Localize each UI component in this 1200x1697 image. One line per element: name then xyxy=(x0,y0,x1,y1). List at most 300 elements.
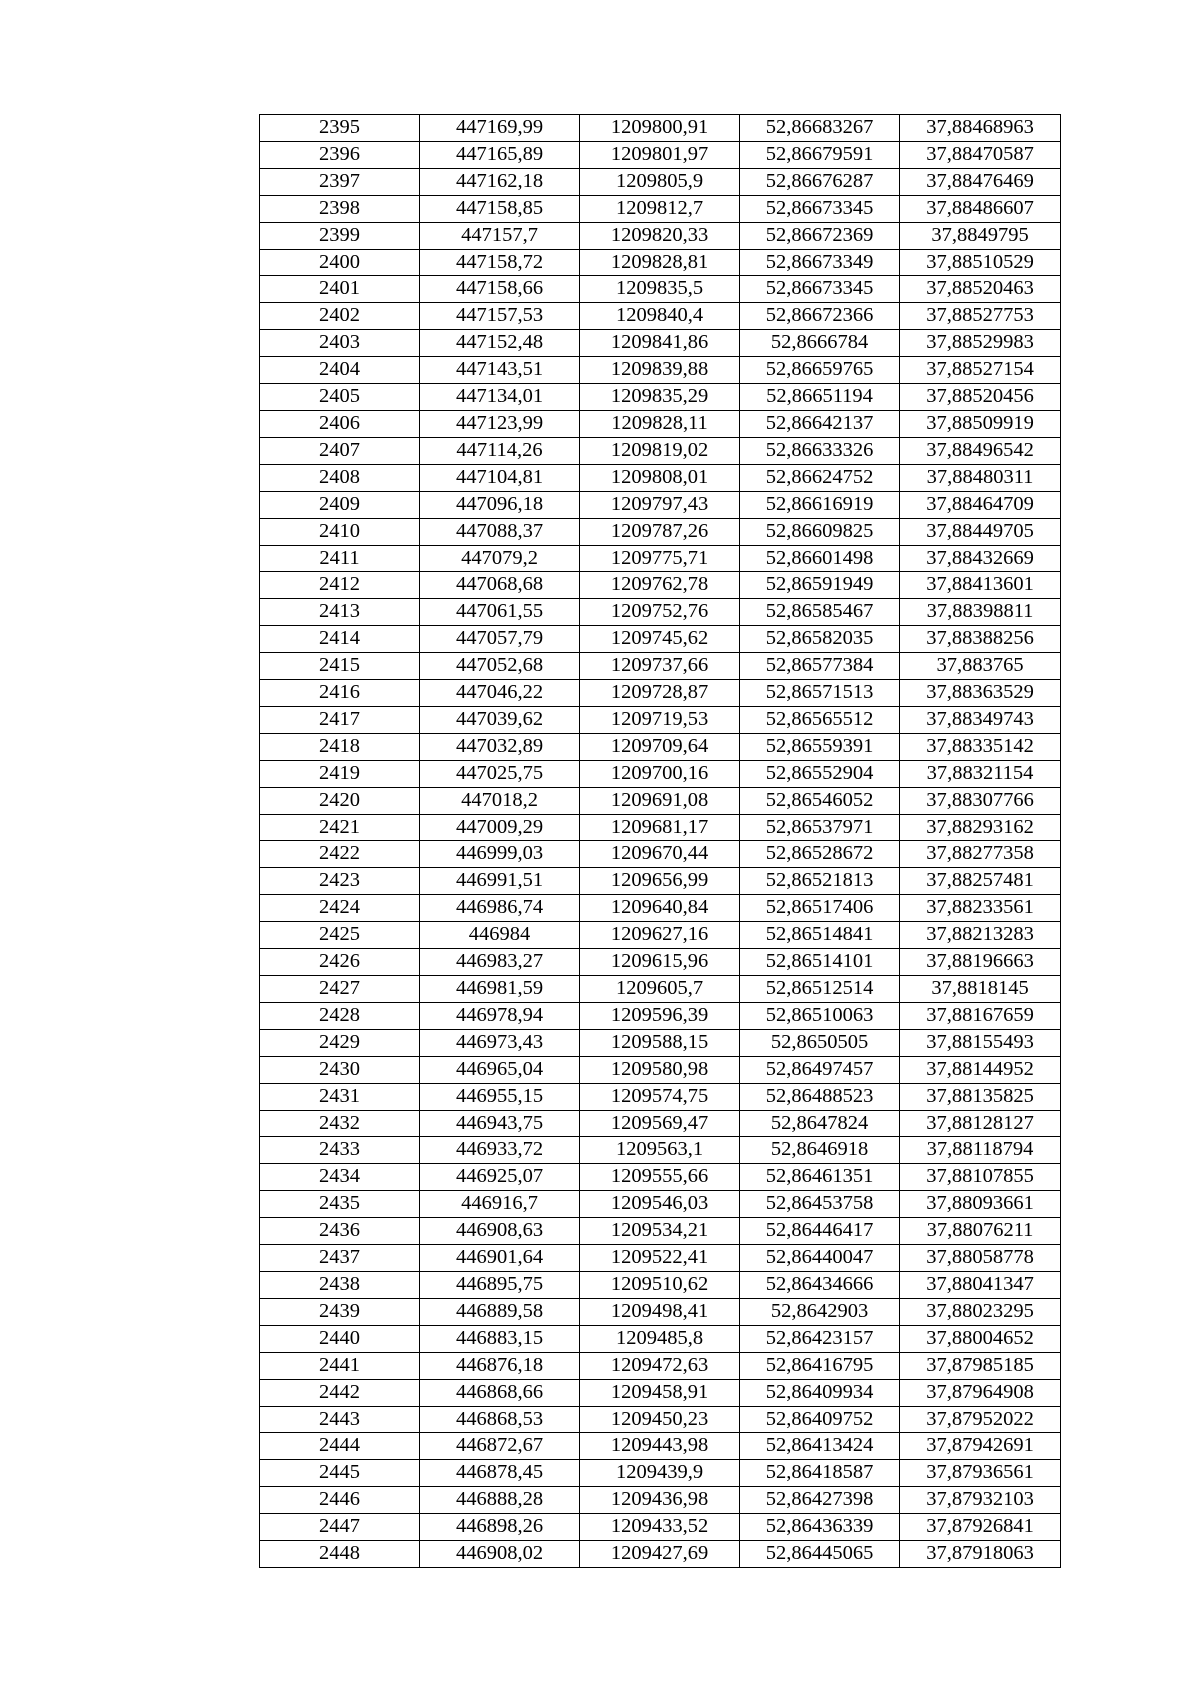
point-number-cell: 2417 xyxy=(260,706,420,733)
latitude-cell: 52,86559391 xyxy=(740,733,900,760)
point-number-cell: 2429 xyxy=(260,1029,420,1056)
table-row xyxy=(260,141,1061,168)
y-coordinate-cell: 1209433,52 xyxy=(580,1514,740,1541)
point-number-cell: 2400 xyxy=(260,249,420,276)
latitude-cell: 52,86409934 xyxy=(740,1379,900,1406)
y-coordinate-cell: 1209828,81 xyxy=(580,249,740,276)
table-row xyxy=(260,1514,1061,1541)
x-coordinate-cell: 446901,64 xyxy=(420,1245,580,1272)
longitude-cell: 37,88468963 xyxy=(900,115,1061,142)
table-row xyxy=(260,1083,1061,1110)
point-number-cell: 2440 xyxy=(260,1325,420,1352)
latitude-cell: 52,86440047 xyxy=(740,1245,900,1272)
y-coordinate-cell: 1209691,08 xyxy=(580,787,740,814)
point-number-cell: 2416 xyxy=(260,680,420,707)
latitude-cell: 52,86434666 xyxy=(740,1271,900,1298)
x-coordinate-cell: 447152,48 xyxy=(420,330,580,357)
longitude-cell: 37,88510529 xyxy=(900,249,1061,276)
y-coordinate-cell: 1209439,9 xyxy=(580,1460,740,1487)
table-row xyxy=(260,895,1061,922)
latitude-cell: 52,86672366 xyxy=(740,303,900,330)
table-row xyxy=(260,949,1061,976)
y-coordinate-cell: 1209580,98 xyxy=(580,1056,740,1083)
table-row xyxy=(260,626,1061,653)
point-number-cell: 2443 xyxy=(260,1406,420,1433)
table-row xyxy=(260,1245,1061,1272)
latitude-cell: 52,86616919 xyxy=(740,491,900,518)
longitude-cell: 37,88349743 xyxy=(900,706,1061,733)
y-coordinate-cell: 1209787,26 xyxy=(580,518,740,545)
point-number-cell: 2408 xyxy=(260,464,420,491)
y-coordinate-cell: 1209737,66 xyxy=(580,653,740,680)
table-row xyxy=(260,599,1061,626)
x-coordinate-cell: 446888,28 xyxy=(420,1487,580,1514)
table-row xyxy=(260,195,1061,222)
x-coordinate-cell: 446868,53 xyxy=(420,1406,580,1433)
latitude-cell: 52,86528672 xyxy=(740,841,900,868)
table-row xyxy=(260,1164,1061,1191)
latitude-cell: 52,86585467 xyxy=(740,599,900,626)
longitude-cell: 37,88470587 xyxy=(900,141,1061,168)
point-number-cell: 2439 xyxy=(260,1298,420,1325)
latitude-cell: 52,8650505 xyxy=(740,1029,900,1056)
y-coordinate-cell: 1209534,21 xyxy=(580,1218,740,1245)
longitude-cell: 37,88293162 xyxy=(900,814,1061,841)
table-row xyxy=(260,1218,1061,1245)
y-coordinate-cell: 1209596,39 xyxy=(580,1002,740,1029)
y-coordinate-cell: 1209588,15 xyxy=(580,1029,740,1056)
y-coordinate-cell: 1209605,7 xyxy=(580,976,740,1003)
x-coordinate-cell: 446943,75 xyxy=(420,1110,580,1137)
longitude-cell: 37,87942691 xyxy=(900,1433,1061,1460)
latitude-cell: 52,86609825 xyxy=(740,518,900,545)
x-coordinate-cell: 446973,43 xyxy=(420,1029,580,1056)
y-coordinate-cell: 1209681,17 xyxy=(580,814,740,841)
table-row xyxy=(260,1029,1061,1056)
longitude-cell: 37,88023295 xyxy=(900,1298,1061,1325)
point-number-cell: 2433 xyxy=(260,1137,420,1164)
y-coordinate-cell: 1209472,63 xyxy=(580,1352,740,1379)
table-row xyxy=(260,1460,1061,1487)
y-coordinate-cell: 1209656,99 xyxy=(580,868,740,895)
table-row xyxy=(260,545,1061,572)
x-coordinate-cell: 447143,51 xyxy=(420,357,580,384)
table-row xyxy=(260,357,1061,384)
point-number-cell: 2445 xyxy=(260,1460,420,1487)
x-coordinate-cell: 447068,68 xyxy=(420,572,580,599)
x-coordinate-cell: 446955,15 xyxy=(420,1083,580,1110)
point-number-cell: 2435 xyxy=(260,1191,420,1218)
longitude-cell: 37,883765 xyxy=(900,653,1061,680)
latitude-cell: 52,8647824 xyxy=(740,1110,900,1137)
point-number-cell: 2422 xyxy=(260,841,420,868)
table-row xyxy=(260,1433,1061,1460)
y-coordinate-cell: 1209427,69 xyxy=(580,1541,740,1568)
longitude-cell: 37,87936561 xyxy=(900,1460,1061,1487)
longitude-cell: 37,88257481 xyxy=(900,868,1061,895)
table-row xyxy=(260,1379,1061,1406)
table-row xyxy=(260,168,1061,195)
latitude-cell: 52,86517406 xyxy=(740,895,900,922)
y-coordinate-cell: 1209762,78 xyxy=(580,572,740,599)
y-coordinate-cell: 1209752,76 xyxy=(580,599,740,626)
x-coordinate-cell: 446991,51 xyxy=(420,868,580,895)
table-row xyxy=(260,249,1061,276)
point-number-cell: 2405 xyxy=(260,384,420,411)
table-row xyxy=(260,1406,1061,1433)
table-row xyxy=(260,841,1061,868)
table-row xyxy=(260,330,1061,357)
y-coordinate-cell: 1209458,91 xyxy=(580,1379,740,1406)
table-row xyxy=(260,868,1061,895)
point-number-cell: 2442 xyxy=(260,1379,420,1406)
longitude-cell: 37,88509919 xyxy=(900,410,1061,437)
table-row xyxy=(260,1325,1061,1352)
longitude-cell: 37,88480311 xyxy=(900,464,1061,491)
point-number-cell: 2427 xyxy=(260,976,420,1003)
table-row xyxy=(260,115,1061,142)
table-row xyxy=(260,1137,1061,1164)
point-number-cell: 2444 xyxy=(260,1433,420,1460)
latitude-cell: 52,86633326 xyxy=(740,437,900,464)
x-coordinate-cell: 447158,66 xyxy=(420,276,580,303)
x-coordinate-cell: 446916,7 xyxy=(420,1191,580,1218)
latitude-cell: 52,86418587 xyxy=(740,1460,900,1487)
y-coordinate-cell: 1209728,87 xyxy=(580,680,740,707)
longitude-cell: 37,87964908 xyxy=(900,1379,1061,1406)
y-coordinate-cell: 1209800,91 xyxy=(580,115,740,142)
x-coordinate-cell: 446872,67 xyxy=(420,1433,580,1460)
y-coordinate-cell: 1209835,5 xyxy=(580,276,740,303)
longitude-cell: 37,88321154 xyxy=(900,760,1061,787)
x-coordinate-cell: 447061,55 xyxy=(420,599,580,626)
latitude-cell: 52,86552904 xyxy=(740,760,900,787)
point-number-cell: 2419 xyxy=(260,760,420,787)
y-coordinate-cell: 1209555,66 xyxy=(580,1164,740,1191)
latitude-cell: 52,86423157 xyxy=(740,1325,900,1352)
point-number-cell: 2432 xyxy=(260,1110,420,1137)
x-coordinate-cell: 447096,18 xyxy=(420,491,580,518)
longitude-cell: 37,8818145 xyxy=(900,976,1061,1003)
point-number-cell: 2397 xyxy=(260,168,420,195)
point-number-cell: 2441 xyxy=(260,1352,420,1379)
x-coordinate-cell: 446868,66 xyxy=(420,1379,580,1406)
table-row xyxy=(260,976,1061,1003)
latitude-cell: 52,86497457 xyxy=(740,1056,900,1083)
table-row xyxy=(260,303,1061,330)
coordinates-table xyxy=(259,114,1061,1568)
table-row xyxy=(260,384,1061,411)
latitude-cell: 52,86659765 xyxy=(740,357,900,384)
longitude-cell: 37,88496542 xyxy=(900,437,1061,464)
table-row xyxy=(260,680,1061,707)
x-coordinate-cell: 446986,74 xyxy=(420,895,580,922)
table-row xyxy=(260,814,1061,841)
point-number-cell: 2436 xyxy=(260,1218,420,1245)
latitude-cell: 52,86461351 xyxy=(740,1164,900,1191)
x-coordinate-cell: 447158,85 xyxy=(420,195,580,222)
y-coordinate-cell: 1209775,71 xyxy=(580,545,740,572)
longitude-cell: 37,88144952 xyxy=(900,1056,1061,1083)
point-number-cell: 2414 xyxy=(260,626,420,653)
longitude-cell: 37,88004652 xyxy=(900,1325,1061,1352)
table-row xyxy=(260,1110,1061,1137)
x-coordinate-cell: 446999,03 xyxy=(420,841,580,868)
point-number-cell: 2437 xyxy=(260,1245,420,1272)
point-number-cell: 2398 xyxy=(260,195,420,222)
point-number-cell: 2420 xyxy=(260,787,420,814)
y-coordinate-cell: 1209719,53 xyxy=(580,706,740,733)
table-row xyxy=(260,653,1061,680)
x-coordinate-cell: 446876,18 xyxy=(420,1352,580,1379)
x-coordinate-cell: 446925,07 xyxy=(420,1164,580,1191)
x-coordinate-cell: 446898,26 xyxy=(420,1514,580,1541)
y-coordinate-cell: 1209450,23 xyxy=(580,1406,740,1433)
longitude-cell: 37,88233561 xyxy=(900,895,1061,922)
latitude-cell: 52,86582035 xyxy=(740,626,900,653)
latitude-cell: 52,86436339 xyxy=(740,1514,900,1541)
latitude-cell: 52,86679591 xyxy=(740,141,900,168)
point-number-cell: 2404 xyxy=(260,357,420,384)
table-row xyxy=(260,760,1061,787)
table-row xyxy=(260,410,1061,437)
latitude-cell: 52,86409752 xyxy=(740,1406,900,1433)
coordinates-table-body xyxy=(260,115,1061,1568)
table-row xyxy=(260,787,1061,814)
latitude-cell: 52,86488523 xyxy=(740,1083,900,1110)
point-number-cell: 2431 xyxy=(260,1083,420,1110)
longitude-cell: 37,88155493 xyxy=(900,1029,1061,1056)
y-coordinate-cell: 1209436,98 xyxy=(580,1487,740,1514)
longitude-cell: 37,88476469 xyxy=(900,168,1061,195)
latitude-cell: 52,86453758 xyxy=(740,1191,900,1218)
longitude-cell: 37,88363529 xyxy=(900,680,1061,707)
point-number-cell: 2395 xyxy=(260,115,420,142)
longitude-cell: 37,88135825 xyxy=(900,1083,1061,1110)
y-coordinate-cell: 1209563,1 xyxy=(580,1137,740,1164)
x-coordinate-cell: 446908,63 xyxy=(420,1218,580,1245)
longitude-cell: 37,87932103 xyxy=(900,1487,1061,1514)
y-coordinate-cell: 1209485,8 xyxy=(580,1325,740,1352)
longitude-cell: 37,88307766 xyxy=(900,787,1061,814)
y-coordinate-cell: 1209443,98 xyxy=(580,1433,740,1460)
table-row xyxy=(260,276,1061,303)
point-number-cell: 2409 xyxy=(260,491,420,518)
point-number-cell: 2425 xyxy=(260,922,420,949)
latitude-cell: 52,86546052 xyxy=(740,787,900,814)
x-coordinate-cell: 447157,7 xyxy=(420,222,580,249)
latitude-cell: 52,86514101 xyxy=(740,949,900,976)
longitude-cell: 37,88388256 xyxy=(900,626,1061,653)
y-coordinate-cell: 1209574,75 xyxy=(580,1083,740,1110)
latitude-cell: 52,86673345 xyxy=(740,195,900,222)
longitude-cell: 37,88277358 xyxy=(900,841,1061,868)
longitude-cell: 37,88464709 xyxy=(900,491,1061,518)
longitude-cell: 37,8849795 xyxy=(900,222,1061,249)
x-coordinate-cell: 447088,37 xyxy=(420,518,580,545)
x-coordinate-cell: 447032,89 xyxy=(420,733,580,760)
latitude-cell: 52,86413424 xyxy=(740,1433,900,1460)
x-coordinate-cell: 447018,2 xyxy=(420,787,580,814)
longitude-cell: 37,88449705 xyxy=(900,518,1061,545)
point-number-cell: 2411 xyxy=(260,545,420,572)
y-coordinate-cell: 1209808,01 xyxy=(580,464,740,491)
point-number-cell: 2412 xyxy=(260,572,420,599)
latitude-cell: 52,8646918 xyxy=(740,1137,900,1164)
latitude-cell: 52,86577384 xyxy=(740,653,900,680)
y-coordinate-cell: 1209615,96 xyxy=(580,949,740,976)
x-coordinate-cell: 447157,53 xyxy=(420,303,580,330)
point-number-cell: 2407 xyxy=(260,437,420,464)
latitude-cell: 52,86673349 xyxy=(740,249,900,276)
x-coordinate-cell: 447052,68 xyxy=(420,653,580,680)
longitude-cell: 37,88413601 xyxy=(900,572,1061,599)
x-coordinate-cell: 447046,22 xyxy=(420,680,580,707)
y-coordinate-cell: 1209797,43 xyxy=(580,491,740,518)
point-number-cell: 2402 xyxy=(260,303,420,330)
point-number-cell: 2415 xyxy=(260,653,420,680)
x-coordinate-cell: 447162,18 xyxy=(420,168,580,195)
latitude-cell: 52,8666784 xyxy=(740,330,900,357)
point-number-cell: 2447 xyxy=(260,1514,420,1541)
y-coordinate-cell: 1209828,11 xyxy=(580,410,740,437)
longitude-cell: 37,88107855 xyxy=(900,1164,1061,1191)
longitude-cell: 37,88520456 xyxy=(900,384,1061,411)
table-row xyxy=(260,1002,1061,1029)
longitude-cell: 37,88167659 xyxy=(900,1002,1061,1029)
y-coordinate-cell: 1209745,62 xyxy=(580,626,740,653)
point-number-cell: 2430 xyxy=(260,1056,420,1083)
latitude-cell: 52,86571513 xyxy=(740,680,900,707)
y-coordinate-cell: 1209498,41 xyxy=(580,1298,740,1325)
x-coordinate-cell: 446933,72 xyxy=(420,1137,580,1164)
latitude-cell: 52,86512514 xyxy=(740,976,900,1003)
y-coordinate-cell: 1209839,88 xyxy=(580,357,740,384)
x-coordinate-cell: 447123,99 xyxy=(420,410,580,437)
y-coordinate-cell: 1209510,62 xyxy=(580,1271,740,1298)
longitude-cell: 37,88527753 xyxy=(900,303,1061,330)
latitude-cell: 52,86514841 xyxy=(740,922,900,949)
longitude-cell: 37,87952022 xyxy=(900,1406,1061,1433)
longitude-cell: 37,88520463 xyxy=(900,276,1061,303)
table-row xyxy=(260,1487,1061,1514)
point-number-cell: 2410 xyxy=(260,518,420,545)
point-number-cell: 2418 xyxy=(260,733,420,760)
x-coordinate-cell: 447165,89 xyxy=(420,141,580,168)
point-number-cell: 2396 xyxy=(260,141,420,168)
longitude-cell: 37,87985185 xyxy=(900,1352,1061,1379)
table-row xyxy=(260,464,1061,491)
y-coordinate-cell: 1209805,9 xyxy=(580,168,740,195)
latitude-cell: 52,86642137 xyxy=(740,410,900,437)
x-coordinate-cell: 446965,04 xyxy=(420,1056,580,1083)
latitude-cell: 52,86446417 xyxy=(740,1218,900,1245)
latitude-cell: 52,86427398 xyxy=(740,1487,900,1514)
latitude-cell: 52,86445065 xyxy=(740,1541,900,1568)
latitude-cell: 52,86601498 xyxy=(740,545,900,572)
x-coordinate-cell: 447039,62 xyxy=(420,706,580,733)
latitude-cell: 52,86676287 xyxy=(740,168,900,195)
table-row xyxy=(260,922,1061,949)
table-row xyxy=(260,1352,1061,1379)
point-number-cell: 2421 xyxy=(260,814,420,841)
table-row xyxy=(260,572,1061,599)
latitude-cell: 52,86537971 xyxy=(740,814,900,841)
point-number-cell: 2424 xyxy=(260,895,420,922)
x-coordinate-cell: 446908,02 xyxy=(420,1541,580,1568)
x-coordinate-cell: 447134,01 xyxy=(420,384,580,411)
point-number-cell: 2448 xyxy=(260,1541,420,1568)
table-row xyxy=(260,1056,1061,1083)
latitude-cell: 52,86510063 xyxy=(740,1002,900,1029)
x-coordinate-cell: 447079,2 xyxy=(420,545,580,572)
longitude-cell: 37,88335142 xyxy=(900,733,1061,760)
latitude-cell: 52,86672369 xyxy=(740,222,900,249)
longitude-cell: 37,88041347 xyxy=(900,1271,1061,1298)
table-row xyxy=(260,222,1061,249)
point-number-cell: 2428 xyxy=(260,1002,420,1029)
point-number-cell: 2403 xyxy=(260,330,420,357)
y-coordinate-cell: 1209841,86 xyxy=(580,330,740,357)
latitude-cell: 52,86591949 xyxy=(740,572,900,599)
latitude-cell: 52,86521813 xyxy=(740,868,900,895)
table-row xyxy=(260,733,1061,760)
x-coordinate-cell: 447104,81 xyxy=(420,464,580,491)
longitude-cell: 37,88398811 xyxy=(900,599,1061,626)
x-coordinate-cell: 447158,72 xyxy=(420,249,580,276)
longitude-cell: 37,87918063 xyxy=(900,1541,1061,1568)
point-number-cell: 2399 xyxy=(260,222,420,249)
point-number-cell: 2438 xyxy=(260,1271,420,1298)
y-coordinate-cell: 1209670,44 xyxy=(580,841,740,868)
latitude-cell: 52,86673345 xyxy=(740,276,900,303)
latitude-cell: 52,86416795 xyxy=(740,1352,900,1379)
longitude-cell: 37,88058778 xyxy=(900,1245,1061,1272)
longitude-cell: 37,88118794 xyxy=(900,1137,1061,1164)
latitude-cell: 52,86651194 xyxy=(740,384,900,411)
y-coordinate-cell: 1209700,16 xyxy=(580,760,740,787)
x-coordinate-cell: 447169,99 xyxy=(420,115,580,142)
y-coordinate-cell: 1209835,29 xyxy=(580,384,740,411)
longitude-cell: 37,88128127 xyxy=(900,1110,1061,1137)
x-coordinate-cell: 446895,75 xyxy=(420,1271,580,1298)
point-number-cell: 2423 xyxy=(260,868,420,895)
longitude-cell: 37,88093661 xyxy=(900,1191,1061,1218)
y-coordinate-cell: 1209627,16 xyxy=(580,922,740,949)
x-coordinate-cell: 446978,94 xyxy=(420,1002,580,1029)
table-row xyxy=(260,437,1061,464)
x-coordinate-cell: 446983,27 xyxy=(420,949,580,976)
x-coordinate-cell: 447114,26 xyxy=(420,437,580,464)
y-coordinate-cell: 1209820,33 xyxy=(580,222,740,249)
point-number-cell: 2406 xyxy=(260,410,420,437)
table-row xyxy=(260,1541,1061,1568)
table-row xyxy=(260,518,1061,545)
y-coordinate-cell: 1209640,84 xyxy=(580,895,740,922)
longitude-cell: 37,88213283 xyxy=(900,922,1061,949)
point-number-cell: 2446 xyxy=(260,1487,420,1514)
y-coordinate-cell: 1209812,7 xyxy=(580,195,740,222)
point-number-cell: 2413 xyxy=(260,599,420,626)
x-coordinate-cell: 447025,75 xyxy=(420,760,580,787)
x-coordinate-cell: 446878,45 xyxy=(420,1460,580,1487)
table-row xyxy=(260,491,1061,518)
longitude-cell: 37,88527154 xyxy=(900,357,1061,384)
x-coordinate-cell: 446981,59 xyxy=(420,976,580,1003)
latitude-cell: 52,8642903 xyxy=(740,1298,900,1325)
latitude-cell: 52,86683267 xyxy=(740,115,900,142)
longitude-cell: 37,87926841 xyxy=(900,1514,1061,1541)
